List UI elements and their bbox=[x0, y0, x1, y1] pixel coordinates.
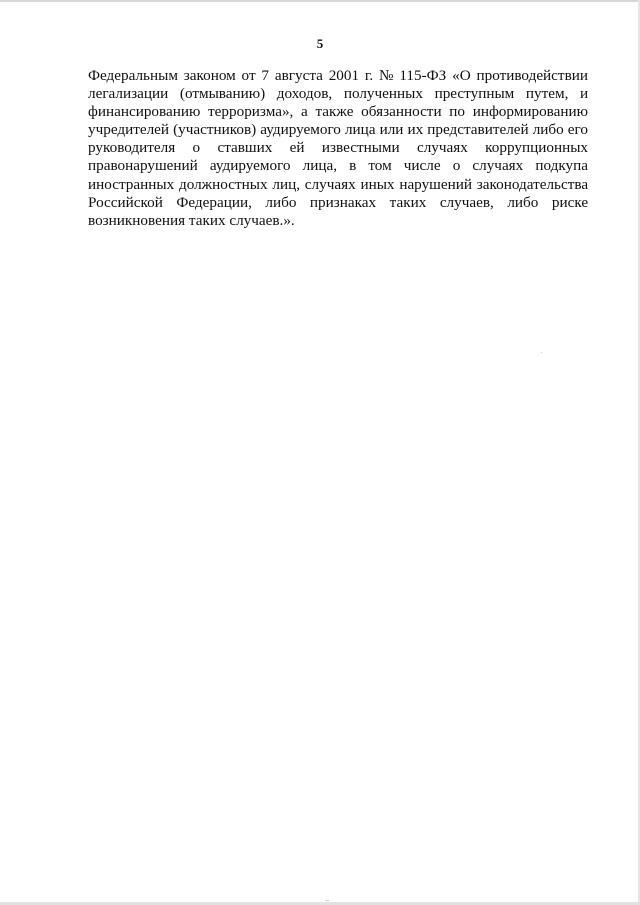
text-line: учредителей (участников) аудируемого лица или их представителей либо его bbox=[88, 121, 588, 139]
scan-speck bbox=[325, 900, 329, 901]
text-line: Российской Федерации, либо признаках таких случаев, либо риске bbox=[88, 193, 589, 211]
text-line: правонарушений аудируемого лица, в том числе о случаях подкупа bbox=[88, 157, 588, 175]
body-paragraph bbox=[88, 67, 588, 230]
text-line: иностранных должностных лиц, случаях иных нарушений законодательства bbox=[88, 175, 589, 193]
text-line: легализации (отмыванию) доходов, полученных преступным путем, и bbox=[88, 85, 589, 103]
text-line-last: возникновения таких случаев.». bbox=[88, 211, 295, 229]
scan-speck bbox=[541, 352, 542, 353]
page-top-edge bbox=[0, 0, 640, 2]
page-number: 5 bbox=[316, 36, 324, 51]
text-line: Федеральным законом от 7 августа 2001 г. № 115-ФЗ «О противодействии bbox=[88, 67, 588, 84]
text-line: финансированию терроризма», а также обязанности по информированию bbox=[88, 103, 588, 121]
text-line: руководителя о ставших ей известными случаях коррупционных bbox=[88, 139, 588, 157]
